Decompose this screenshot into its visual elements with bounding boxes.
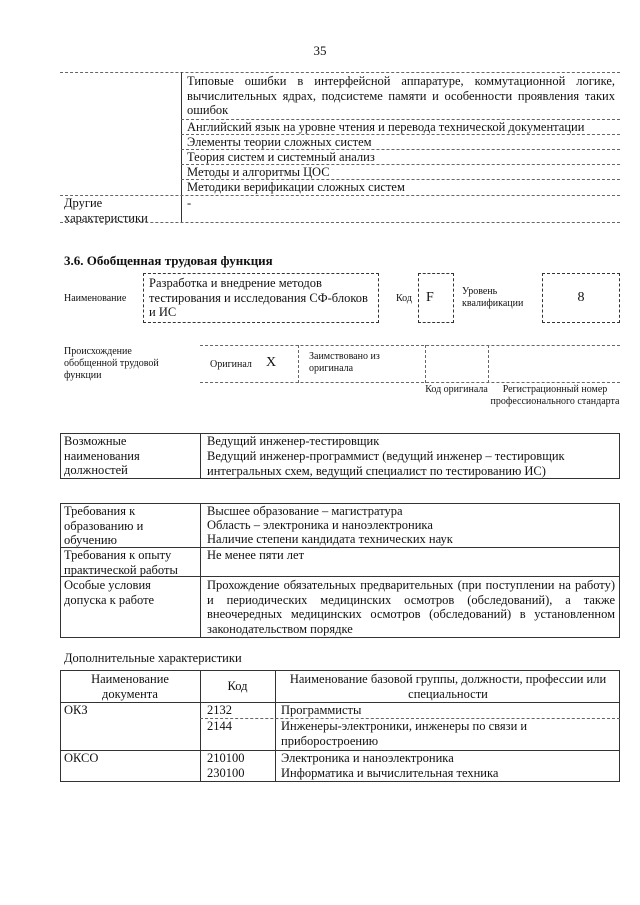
table-row-code: 210100 bbox=[207, 751, 245, 765]
knowledge-item: Теория систем и системный анализ bbox=[187, 150, 375, 164]
table-row-doc: ОКЗ bbox=[64, 703, 88, 717]
origin-label: Происхождение обобщенной трудовой функции bbox=[64, 346, 159, 381]
header-doc: Наименование документа bbox=[91, 672, 169, 701]
naming-label: Наименование bbox=[64, 293, 127, 304]
knowledge-item: Элементы теории сложных систем bbox=[187, 135, 372, 149]
table-row-code: 2132 bbox=[207, 703, 232, 717]
table-row-code: 230100 bbox=[207, 766, 245, 780]
table-row-name: Инженеры-электроники, инженеры по связи и приборостроению bbox=[281, 719, 528, 748]
other-characteristics-label: Другие характеристики bbox=[64, 196, 148, 225]
borrowed-label: Заимствовано из оригинала bbox=[309, 351, 380, 374]
code-label: Код bbox=[396, 293, 412, 304]
original-mark: X bbox=[266, 355, 277, 370]
page-number: 35 bbox=[313, 43, 327, 58]
additional-title: Дополнительные характеристики bbox=[64, 651, 242, 665]
section-title: 3.6. Обобщенная трудовая функция bbox=[64, 253, 273, 268]
naming-value: Разработка и внедрение методов тестирования и исследования СФ-блоков и ИС bbox=[149, 276, 368, 319]
table-row-name: Информатика и вычислительная техника bbox=[281, 766, 499, 780]
admission-line: Прохождение обязательных предварительных (при поступлении на работу) и периодических медицинских осмотров (обследований), а также внеочередных медицинских осмотров (обследований) в установленном законодательством порядке bbox=[207, 578, 615, 636]
table-row-code: 2144 bbox=[207, 719, 232, 733]
reg-number-caption: Регистрационный номер профессионального стандарта bbox=[490, 384, 620, 407]
other-characteristics-value: - bbox=[187, 196, 192, 210]
experience-label: Требования к опыту практической работы bbox=[64, 548, 178, 577]
knowledge-item: Методики верификации сложных систем bbox=[187, 180, 405, 194]
header-code: Код bbox=[227, 679, 248, 693]
positions-label: Возможные наименования должностей bbox=[64, 434, 140, 477]
original-label: Оригинал bbox=[210, 359, 252, 370]
knowledge-item: Английский язык на уровне чтения и перевода технической документации bbox=[187, 120, 585, 134]
education-line: Область – электроника и наноэлектроника bbox=[207, 518, 433, 532]
admission-label: Особые условия допуска к работе bbox=[64, 578, 155, 607]
level-value: 8 bbox=[577, 290, 585, 305]
education-line: Высшее образование – магистратура bbox=[207, 504, 403, 518]
level-label: Уровень квалификации bbox=[462, 286, 524, 309]
table-row-name: Программисты bbox=[281, 703, 362, 717]
code-value: F bbox=[426, 290, 434, 305]
knowledge-item: Методы и алгоритмы ЦОС bbox=[187, 165, 330, 179]
position-line: Ведущий инженер-программист (ведущий инженер – тестировщик интегральных схем, ведущий специалист по тестированию ИС) bbox=[207, 449, 565, 478]
table-row-name: Электроника и наноэлектроника bbox=[281, 751, 454, 765]
header-name: Наименование базовой группы, должности, профессии или специальности bbox=[289, 672, 607, 701]
education-line: Наличие степени кандидата технических наук bbox=[207, 532, 453, 546]
position-line: Ведущий инженер-тестировщик bbox=[207, 434, 380, 448]
table-row-doc: ОКСО bbox=[64, 751, 99, 765]
code-original-caption: Код оригинала bbox=[425, 384, 488, 395]
education-label: Требования к образованию и обучению bbox=[64, 504, 144, 547]
knowledge-item: Типовые ошибки в интерфейсной аппаратуре, коммутационной логике, вычислительных ядрах, подсистеме памяти и особенности проявления таких ошибок bbox=[187, 74, 615, 117]
code-value-box bbox=[418, 273, 454, 323]
experience-line: Не менее пяти лет bbox=[207, 548, 305, 562]
